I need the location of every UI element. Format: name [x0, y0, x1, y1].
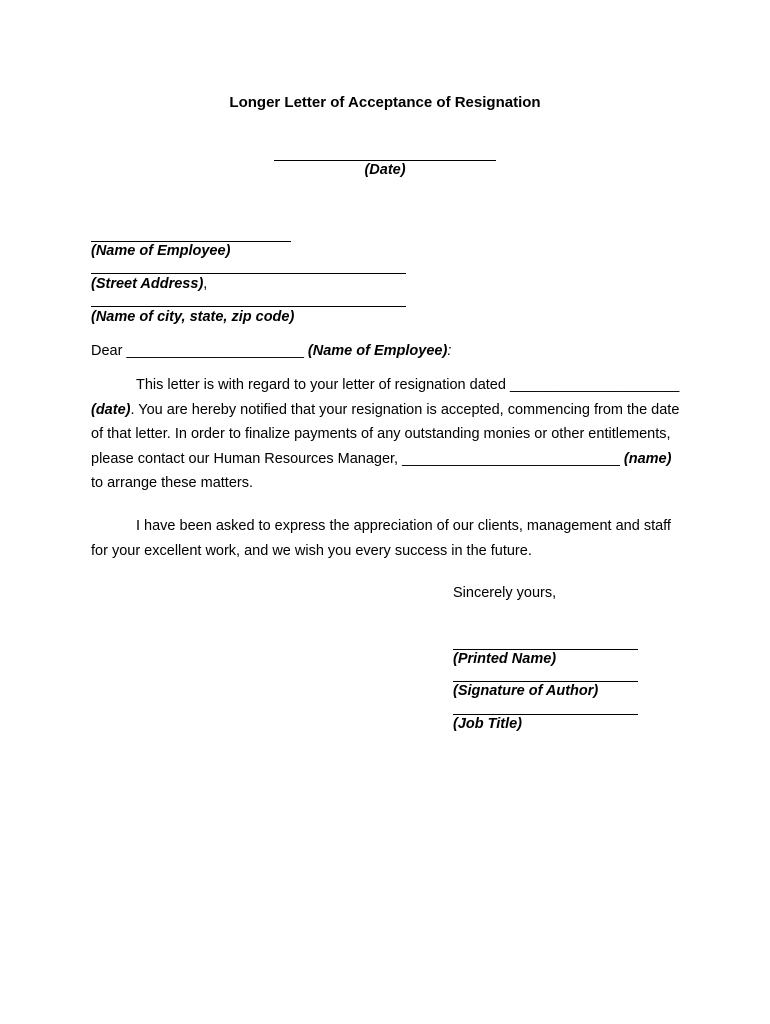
salutation-name-label: (Name of Employee)	[307, 343, 448, 359]
printed-name-label: (Printed Name)	[453, 651, 557, 667]
city-line	[91, 306, 406, 307]
job-title-label: (Job Title)	[453, 716, 523, 732]
paragraph-2-text: I have been asked to express the appreciation of our clients, management and staff for your excellent work, and we wish you every success in the future.	[91, 518, 671, 559]
signature-label: (Signature of Author)	[453, 683, 599, 699]
paragraph-1-text-b: . You are hereby notified that your resignation is accepted, commencing from the date of that letter. In order to finalize payments of any outstanding monies or other entitlements, please contact our Human Resources Manager,	[91, 401, 680, 467]
date-line	[274, 160, 496, 161]
paragraph-1-date-blank: _____________________	[509, 377, 680, 393]
salutation	[91, 343, 451, 359]
paragraph-1-text-a: This letter is with regard to your letter of resignation dated	[136, 377, 506, 393]
job-title-line	[453, 714, 638, 715]
street-address-label: (Street Address)	[91, 276, 204, 292]
street-address-line	[91, 273, 406, 274]
signature-line	[453, 681, 638, 682]
employee-name-label: (Name of Employee)	[91, 243, 231, 259]
paragraph-1	[91, 373, 681, 496]
salutation-colon: :	[447, 343, 452, 359]
street-address-row	[91, 276, 207, 292]
paragraph-1-name-blank: ___________________________	[402, 450, 620, 467]
city-label: (Name of city, state, zip code)	[91, 309, 295, 325]
paragraph-1-text-c: to arrange these matters.	[91, 475, 253, 491]
paragraph-1-name-label: (name)	[623, 450, 672, 467]
date-label: (Date)	[364, 162, 406, 178]
employee-name-line	[91, 241, 291, 242]
paragraph-2	[91, 514, 681, 563]
street-address-comma: ,	[203, 276, 208, 292]
document-title: Longer Letter of Acceptance of Resignation	[229, 94, 541, 111]
printed-name-line	[453, 649, 638, 650]
salutation-blank: ______________________	[126, 343, 304, 359]
closing: Sincerely yours,	[453, 585, 557, 601]
salutation-dear: Dear	[91, 343, 123, 359]
paragraph-1-date-label: (date)	[91, 401, 131, 418]
